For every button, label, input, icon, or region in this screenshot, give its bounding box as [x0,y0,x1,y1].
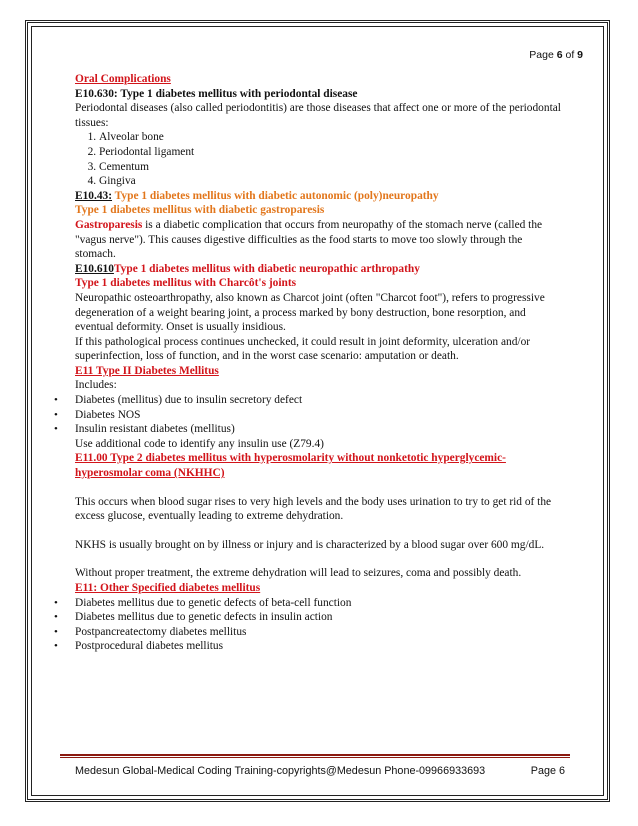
list-item: • Postpancreatectomy diabetes mellitus [75,625,565,640]
e1100-paragraph-1: This occurs when blood sugar rises to very high levels and the body uses urination to try to get rid of the excess glucose, eventually leading to extreme dehydration. [75,495,552,523]
e11-heading: E11 Type II Diabetes Mellitus [75,364,219,377]
page-footer [75,765,565,777]
e1100-heading: E11.00 Type 2 diabetes mellitus with hyperosmolarity without nonketotic hyperglycemic-hyperosmolar coma (NKHHC) [75,452,506,480]
charcot-description-1: Neuropathic osteoarthropathy, also known as Charcot joint (often "Charcot foot"), refers to progressive degeneration of a weight bearing joint, a process marked by bony destruction, bone resorption, and eventual deformity. Onset is usually insidious. [75,291,545,334]
footer-rule [60,754,570,756]
list-item: 2. Periodontal ligament [99,145,565,160]
page-number-header: Page 6 of 9 [529,49,583,61]
document-body [75,72,565,654]
e1043-code: E10.43: [75,189,113,202]
list-item: 1. Alveolar bone [99,130,565,145]
e11-note: Use additional code to identify any insulin use (Z79.4) [75,437,324,450]
e11-other-list [75,596,565,654]
e10610-code: E10.610 [75,262,114,275]
list-item: • Diabetes NOS [75,408,565,423]
list-item: • Diabetes (mellitus) due to insulin secretory defect [75,393,565,408]
e1100-paragraph-2: NKHS is usually brought on by illness or injury and is characterized by a blood sugar over 600 mg/dL. [75,538,545,551]
footer-page-number: Page 6 [530,765,565,777]
e11-includes-list [75,393,565,437]
list-item: • Diabetes mellitus due to genetic defects in insulin action [75,610,565,625]
e10610-title: Type 1 diabetes mellitus with diabetic neuropathic arthropathy [113,262,420,275]
list-item: 3. Cementum [99,160,565,175]
list-item: • Insulin resistant diabetes (mellitus) [75,422,565,437]
e10610-heading [75,262,565,277]
e1043-title: Type 1 diabetes mellitus with diabetic autonomic (poly)neuropathy [112,189,439,202]
periodontal-tissue-list [75,130,565,188]
oral-complications-heading: Oral Complications [75,73,171,85]
oral-code-line: E10.630: Type 1 diabetes mellitus with periodontal disease [75,87,358,100]
e1043-heading [75,189,565,204]
list-item: • Postprocedural diabetes mellitus [75,639,565,654]
e11-other-heading: E11: Other Specified diabetes mellitus [75,582,261,594]
gastroparesis-description: Gastroparesis is a diabetic complication that occurs from neuropathy of the stomach nerve (called the "vagus nerve"). This causes digestive difficulties as the food starts to move too slowly through the stomach. [75,218,543,261]
footer-rule-thin [60,757,570,758]
e1100-paragraph-3: Without proper treatment, the extreme dehydration will lead to seizures, coma and possibly death. [75,567,522,580]
gastroparesis-term: Gastroparesis [75,218,143,231]
list-item: 4. Gingiva [99,174,565,189]
oral-description: Periodontal diseases (also called periodontitis) are those diseases that affect one or more of the periodontal tissues: [75,102,561,129]
e11-includes: Includes: [75,379,117,392]
e10610-subtitle: Type 1 diabetes mellitus with Charcôt's joints [75,277,297,290]
list-item: • Diabetes mellitus due to genetic defects of beta-cell function [75,596,565,611]
charcot-description-2: If this pathological process continues unchecked, it could result in joint deformity, ulceration and/or superinfection, loss of function, and in the worst case scenario: amputation or death. [75,335,531,363]
footer-copyright: Medesun Global-Medical Coding Training-copyrights@Medesun Phone-09966933693 [75,765,486,777]
e1043-subtitle: Type 1 diabetes mellitus with diabetic gastroparesis [75,204,325,217]
